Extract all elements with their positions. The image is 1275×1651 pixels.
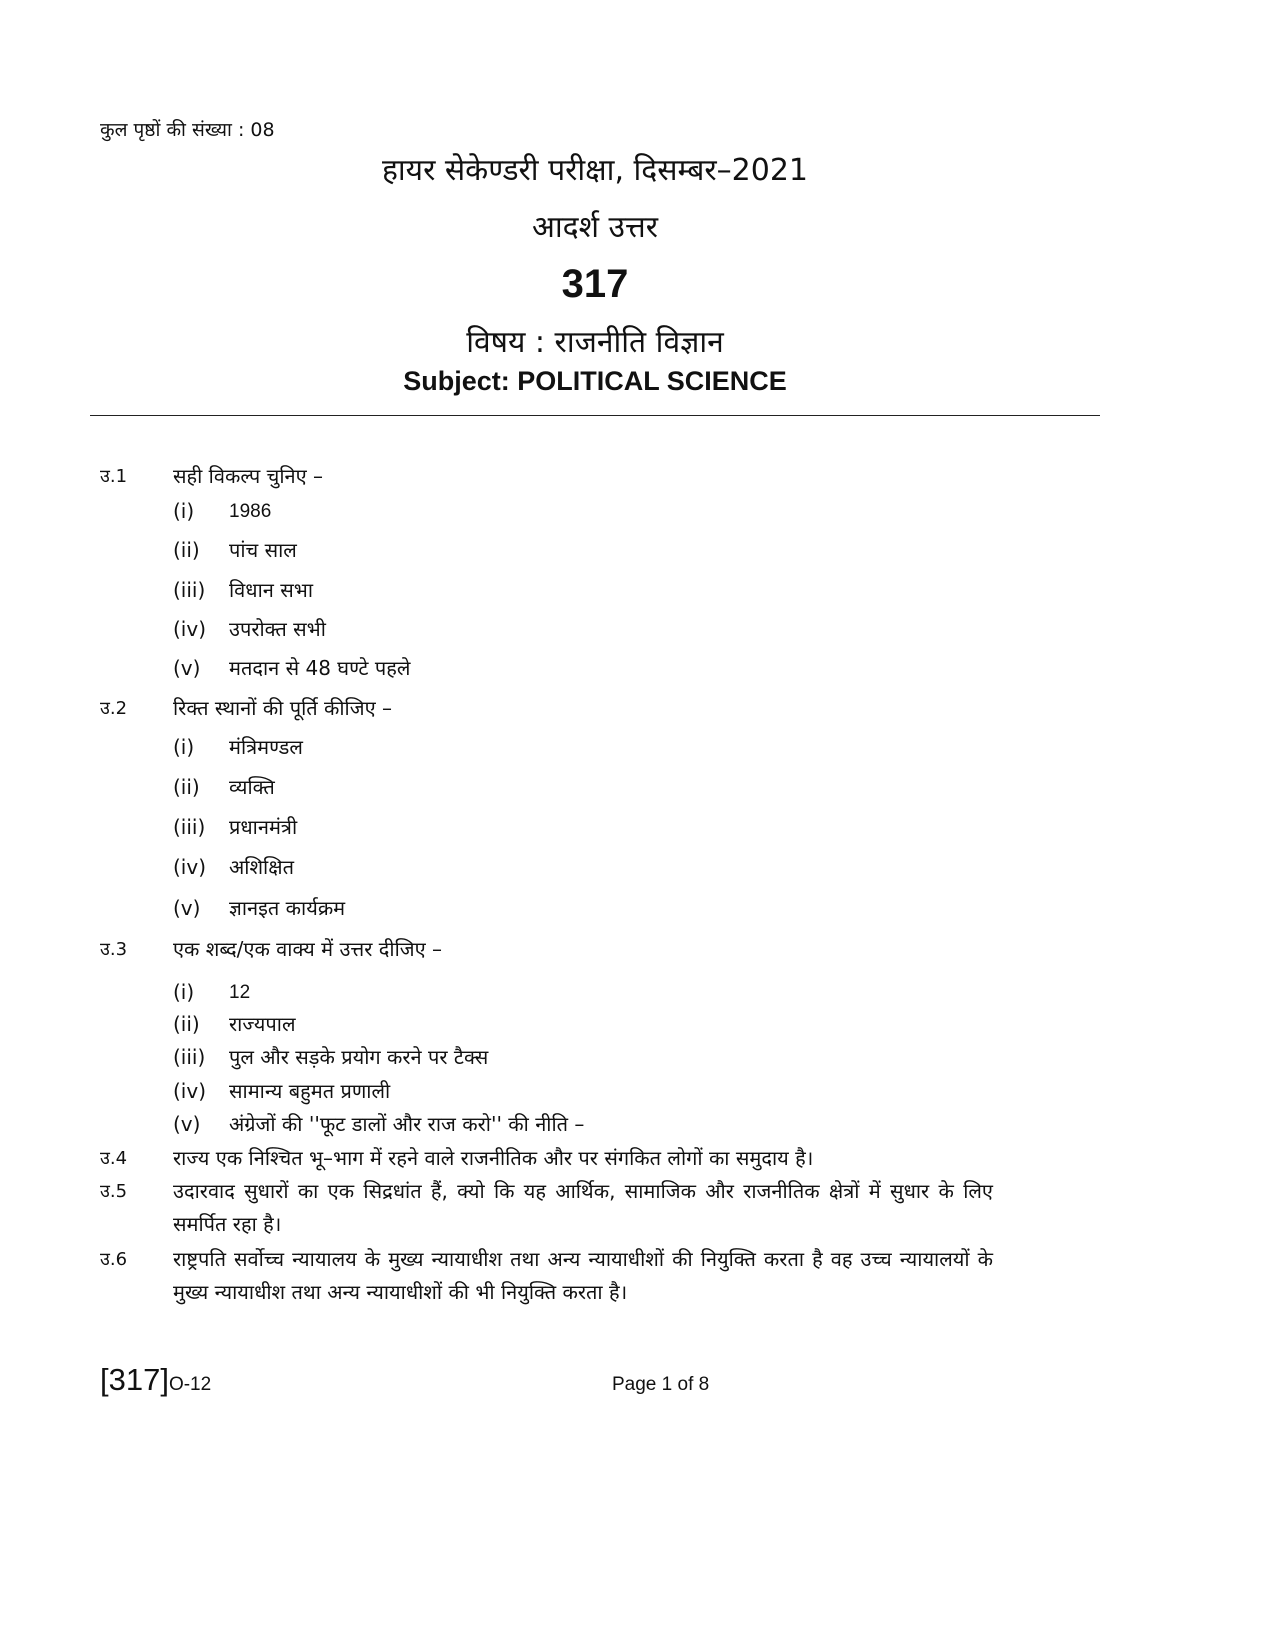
exam-title: हायर सेकेण्डरी परीक्षा, दिसम्बर–2021: [381, 153, 808, 188]
answer-instruction: सही विकल्प चुनिए –: [173, 464, 324, 488]
answer-5-text: उदारवाद सुधारों का एक सिद्रधांत हैं, क्यो कि यह आर्थिक, सामाजिक और राजनीतिक क्षेत्रों में सुधार के लिए समर्पित रहा है।: [173, 1179, 993, 1236]
answer-number: उ.3: [100, 939, 128, 960]
answer-number: उ.4: [100, 1148, 128, 1169]
subject-code: 317: [561, 262, 629, 306]
answer-number: उ.2: [100, 698, 128, 719]
item-roman: (ii): [173, 775, 200, 799]
item-answer: अशिक्षित: [229, 855, 294, 879]
item-answer: मंत्रिमण्डल: [229, 735, 303, 759]
item-answer: प्रधानमंत्री: [229, 815, 298, 839]
model-answer-heading: आदर्श उत्तर: [532, 210, 658, 245]
item-roman: (v): [173, 656, 201, 680]
item-answer: अंग्रेजों की ''फूट डालों और राज करो'' की नीति –: [229, 1112, 585, 1136]
item-answer: राज्यपाल: [229, 1012, 296, 1036]
item-roman: (i): [173, 980, 195, 1004]
answer-instruction: एक शब्द/एक वाक्य में उत्तर दीजिए –: [173, 937, 443, 961]
item-answer: पांच साल: [229, 538, 297, 562]
item-roman: (iii): [173, 1045, 206, 1069]
answer-6-text: राष्ट्रपति सर्वोच्च न्यायालय के मुख्य न्यायाधीश तथा अन्य न्यायाधीशों की नियुक्ति करता है वह उच्च न्यायालयों के मुख्य न्यायाधीश तथा अन्य न्यायाधीशों की भी नियुक्ति करता है।: [173, 1247, 993, 1304]
item-roman: (iii): [173, 578, 206, 602]
item-answer: ज्ञानइत कार्यक्रम: [229, 896, 346, 920]
item-roman: (i): [173, 735, 195, 759]
answer-instruction: रिक्त स्थानों की पूर्ति कीजिए –: [173, 696, 392, 720]
item-roman: (iv): [173, 617, 206, 641]
item-answer: 12: [229, 982, 251, 1003]
item-roman: (i): [173, 499, 195, 523]
subject-hindi: विषय : राजनीति विज्ञान: [466, 325, 724, 360]
item-roman: (v): [173, 896, 201, 920]
item-roman: (ii): [173, 1012, 200, 1036]
footer-code-suffix: O-12: [168, 1374, 212, 1395]
item-roman: (v): [173, 1112, 201, 1136]
subject-english: Subject: POLITICAL SCIENCE: [403, 366, 787, 396]
item-answer: पुल और सड़के प्रयोग करने पर टैक्स: [229, 1045, 489, 1069]
page-number: Page 1 of 8: [612, 1374, 710, 1395]
item-roman: (ii): [173, 538, 200, 562]
header-divider: [90, 415, 1100, 416]
item-answer: 1986: [229, 501, 272, 522]
page-count: कुल पृष्ठों की संख्या : 08: [100, 119, 275, 141]
item-answer: उपरोक्त सभी: [229, 617, 326, 641]
item-roman: (iv): [173, 1079, 206, 1103]
item-answer: व्यक्ति: [229, 775, 275, 799]
answer-number: उ.6: [100, 1249, 128, 1270]
footer-code: [100, 1362, 211, 1398]
item-answer: सामान्य बहुमत प्रणाली: [229, 1079, 391, 1103]
answer-number: उ.5: [100, 1181, 128, 1202]
answer-number: उ.1: [100, 466, 128, 487]
footer-code-number: [317]: [100, 1362, 169, 1397]
item-roman: (iii): [173, 815, 206, 839]
item-answer: मतदान से 48 घण्टे पहले: [229, 656, 411, 680]
item-answer: विधान सभा: [229, 578, 313, 602]
item-roman: (iv): [173, 855, 206, 879]
answer-4-text: राज्य एक निश्चित भू–भाग में रहने वाले राजनीतिक और पर संगकित लोगों का समुदाय है।: [173, 1146, 814, 1170]
